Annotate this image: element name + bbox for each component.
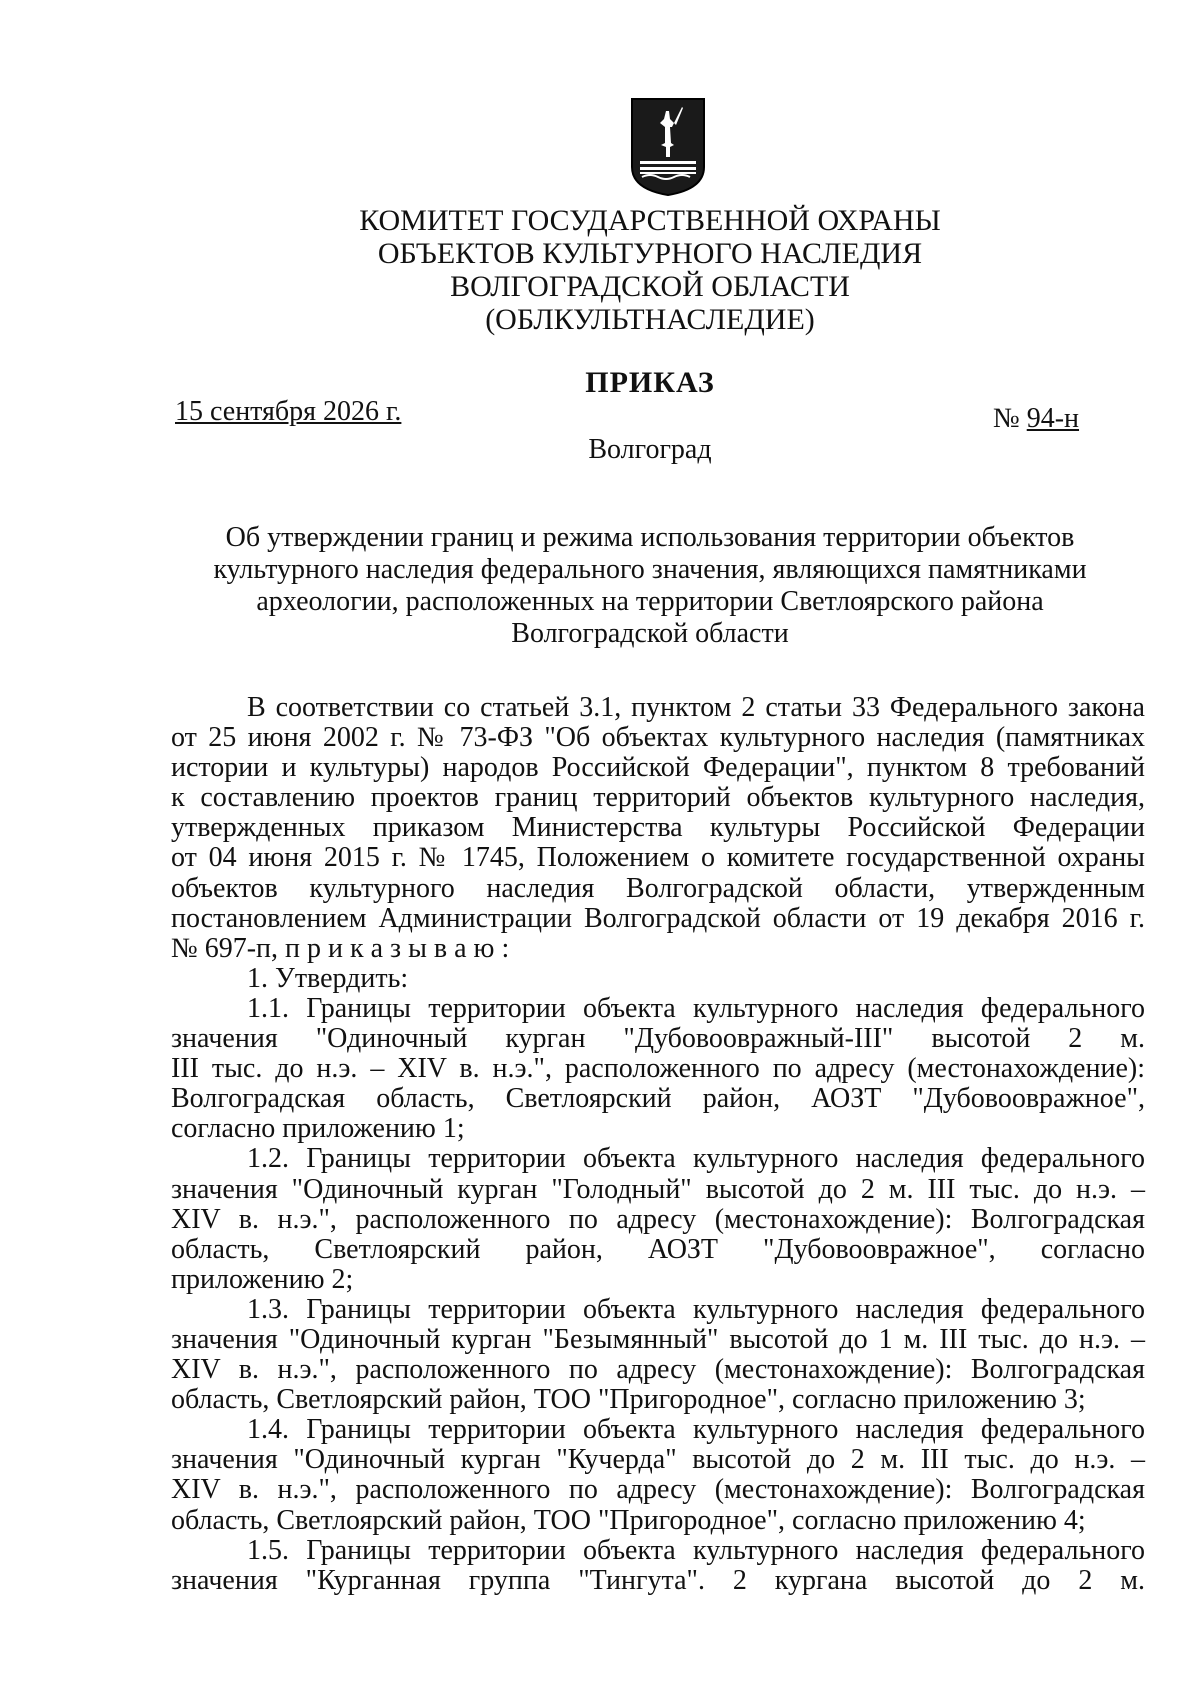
subject-line: Волгоградской области [511,618,789,649]
body-line: Волгоградская область, Светлоярский район, АОЗТ "Дубовоовражное", [171,1083,1145,1115]
body-line: значения "Одиночный курган "Безымянный" высотой до 1 м. III тыс. до н.э. – [171,1323,1145,1355]
body-line: 1.5. Границы территории объекта культурного наследия федерального [247,1534,1145,1566]
org-line: ВОЛГОГРАДСКОЙ ОБЛАСТИ [450,270,850,303]
body-line: XIV в. н.э.", расположенного по адресу (местонахождение): Волгоградская [171,1474,1145,1506]
body-line: XIV в. н.э.", расположенного по адресу (местонахождение): Волгоградская [171,1354,1145,1386]
body-line: истории и культуры) народов Российской Федерации", пунктом 8 требований [171,752,1145,784]
body-line: значения "Одиночный курган "Дубовоовражный-III" высотой 2 м. [171,1023,1145,1055]
body-line: значения "Одиночный курган "Кучерда" высотой до 2 м. III тыс. до н.э. – [171,1444,1145,1476]
body-line: 1.3. Границы территории объекта культурного наследия федерального [247,1293,1145,1325]
order-subject [200,522,1100,650]
body-line: XIV в. н.э.", расположенного по адресу (местонахождение): Волгоградская [171,1203,1145,1235]
subject-line: археологии, расположенных на территории Светлоярского района [256,586,1044,617]
org-line: КОМИТЕТ ГОСУДАРСТВЕННОЙ ОХРАНЫ [359,204,941,237]
number-value: 94-н [1026,403,1080,434]
subject-line: культурного наследия федерального значения, являющихся памятниками [213,554,1087,585]
body-line: В соответствии со статьей 3.1, пунктом 2 статьи 33 Федерального закона [247,692,1145,723]
body-line: постановлением Администрации Волгоградской области от 19 декабря 2016 г. [171,902,1145,934]
coat-of-arms-icon [630,97,706,197]
org-line: (ОБЛКУЛЬТНАСЛЕДИЕ) [485,303,815,336]
body-line: значения "Одиночный курган "Голодный" высотой до 2 м. III тыс. до н.э. – [171,1173,1145,1205]
order-body [171,693,1145,1596]
body-line: от 25 июня 2002 г. № 73-ФЗ "Об объектах культурного наследия (памятниках [171,722,1145,754]
body-line: область, Светлоярский район, ТОО "Пригородное", согласно приложению 4; [171,1504,1086,1536]
order-number [993,403,1079,435]
body-line: значения "Курганная группа "Тингута". 2 кургана высотой до 2 м. [171,1564,1145,1596]
body-line: область, Светлоярский район, АОЗТ "Дубовоовражное", согласно [171,1233,1145,1265]
order-date: 15 сентября 2026 г. [175,396,402,427]
body-line: 1.1. Границы территории объекта культурного наследия федерального [247,992,1145,1024]
body-line: к составлению проектов границ территорий объектов культурного наследия, [171,782,1145,814]
body-line: № 697-п, п р и к а з ы в а ю : [171,932,510,964]
body-line: приложению 2; [171,1263,354,1295]
org-line: ОБЪЕКТОВ КУЛЬТУРНОГО НАСЛЕДИЯ [377,237,923,270]
body-line: объектов культурного наследия Волгоградской области, утвержденным [171,872,1145,904]
body-line: от 04 июня 2015 г. № 1745, Положением о комитете государственной охраны [171,842,1145,874]
body-line: утвержденных приказом Министерства культуры Российской Федерации [171,812,1145,844]
body-line: III тыс. до н.э. – XIV в. н.э.", расположенного по адресу (местонахождение): [171,1053,1145,1085]
body-line: согласно приложению 1; [171,1113,465,1145]
body-line: 1.2. Границы территории объекта культурного наследия федерального [247,1143,1145,1175]
body-line: 1. Утвердить: [247,962,409,994]
body-line: 1.4. Границы территории объекта культурного наследия федерального [247,1414,1145,1446]
body-line: область, Светлоярский район, ТОО "Пригородное", согласно приложению 3; [171,1384,1086,1416]
document-title: ПРИКАЗ [585,366,715,399]
number-sign: № [993,403,1020,434]
subject-line: Об утверждении границ и режима использования территории объектов [225,522,1075,553]
organization-name [300,204,1000,336]
order-city: Волгоград [588,434,712,465]
